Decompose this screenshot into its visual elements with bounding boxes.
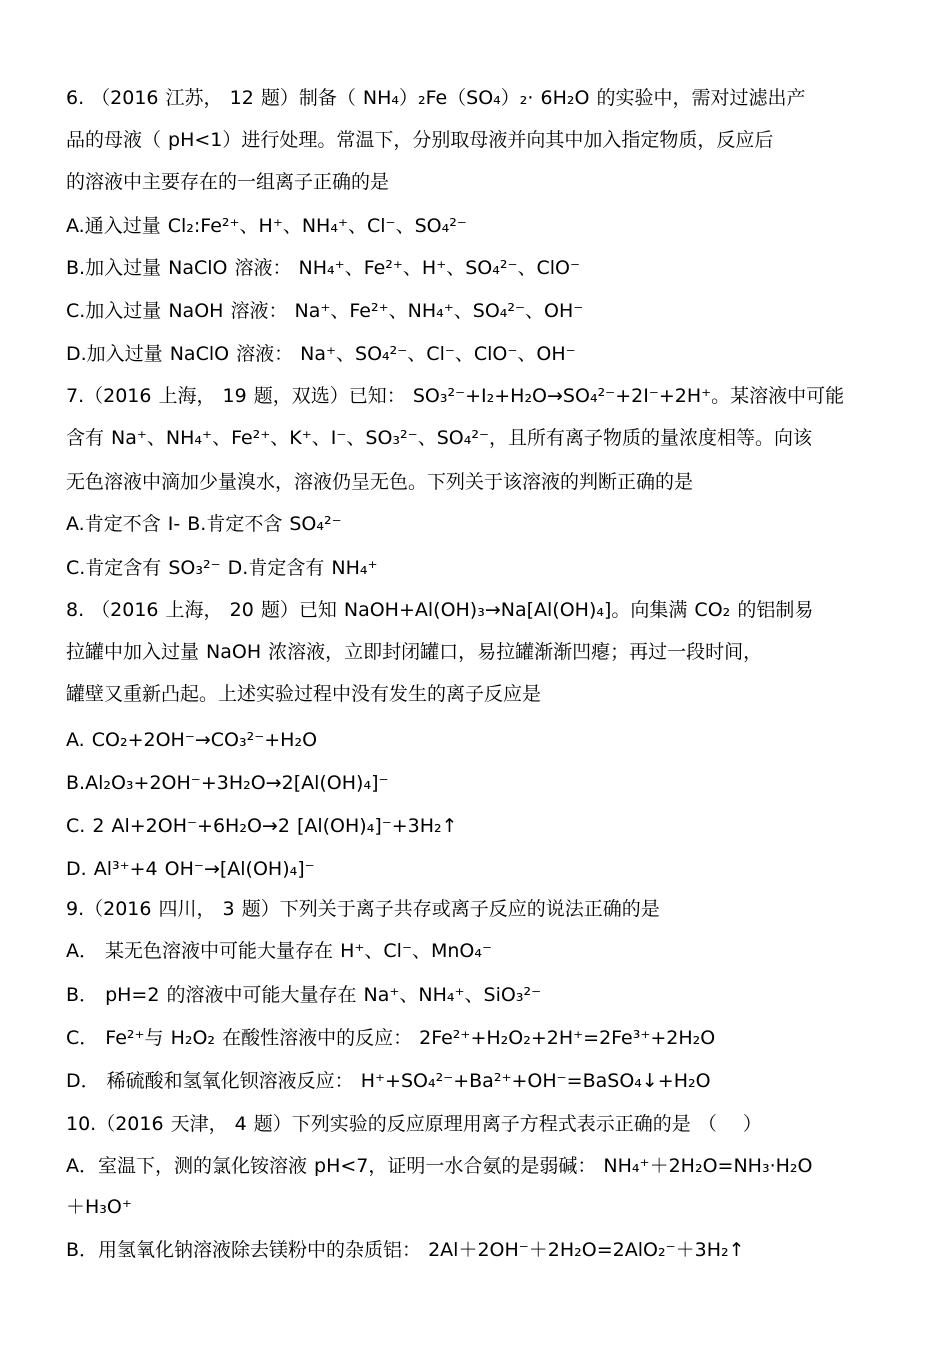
q9-line-1: 9.（2016 四川， 3 题）下列关于离子共存或离子反应的说法正确的是 xyxy=(66,898,660,920)
q7-line-2: 含有 Na⁺、NH₄⁺、Fe²⁺、K⁺、I⁻、SO₃²⁻、SO₄²⁻，且所有离子物质的量浓度相等。向该 xyxy=(66,427,812,449)
q7-options-cd: C.肯定含有 SO₃²⁻ D.肯定含有 NH₄⁺ xyxy=(66,557,378,579)
q6-line-3: 的溶液中主要存在的一组离子正确的是 xyxy=(66,171,390,193)
q6-option-c: C.加入过量 NaOH 溶液： Na⁺、Fe²⁺、NH₄⁺、SO₄²⁻、OH⁻ xyxy=(66,300,584,322)
q6-option-b: B.加入过量 NaClO 溶液： NH₄⁺、Fe²⁺、H⁺、SO₄²⁻、ClO⁻ xyxy=(66,257,581,279)
q6-option-d: D.加入过量 NaClO 溶液： Na⁺、SO₄²⁻、Cl⁻、ClO⁻、OH⁻ xyxy=(66,343,576,365)
q8-line-3: 罐壁又重新凸起。上述实验过程中没有发生的离子反应是 xyxy=(66,683,542,705)
q9-option-c: C． Fe²⁺与 H₂O₂ 在酸性溶液中的反应： 2Fe²⁺+H₂O₂+2H⁺=2Fe³⁺+2H₂O xyxy=(66,1027,716,1049)
q9-option-d: D． 稀硫酸和氢氧化钡溶液反应： H⁺+SO₄²⁻+Ba²⁺+OH⁻=BaSO₄↓+H₂O xyxy=(66,1070,711,1092)
q6-line-2: 品的母液（ pH<1）进行处理。常温下，分别取母液并向其中加入指定物质，反应后 xyxy=(66,129,774,151)
q10-line-1: 10.（2016 天津， 4 题）下列实验的反应原理用离子方程式表示正确的是 （ ） xyxy=(66,1113,762,1135)
q6-line-1: 6. （2016 江苏， 12 题）制备（ NH₄）₂Fe（SO₄）₂· 6H₂O 的实验中，需对过滤出产 xyxy=(66,87,806,109)
q7-line-1: 7.（2016 上海， 19 题，双选）已知： SO₃²⁻+I₂+H₂O→SO₄²⁻+2I⁻+2H⁺。某溶液中可能 xyxy=(66,385,845,407)
q10-option-a: A．室温下，测的氯化铵溶液 pH<7，证明一水合氨的是弱碱： NH₄⁺＋2H₂O=NH₃·H₂O xyxy=(66,1155,813,1177)
q8-option-b: B.Al₂O₃+2OH⁻+3H₂O→2[Al(OH)₄]⁻ xyxy=(66,772,389,794)
q9-option-b: B． pH=2 的溶液中可能大量存在 Na⁺、NH₄⁺、SiO₃²⁻ xyxy=(66,984,542,1006)
q8-option-c: C. 2 Al+2OH⁻+6H₂O→2 [Al(OH)₄]⁻+3H₂↑ xyxy=(66,815,458,837)
q8-line-2: 拉罐中加入过量 NaOH 浓溶液，立即封闭罐口，易拉罐渐渐凹瘪；再过一段时间， xyxy=(66,641,763,663)
q9-option-a: A． 某无色溶液中可能大量存在 H⁺、Cl⁻、MnO₄⁻ xyxy=(66,940,493,962)
q10-option-b: B．用氢氧化钠溶液除去镁粉中的杂质铝： 2Al＋2OH⁻＋2H₂O=2AlO₂⁻＋3H₂↑ xyxy=(66,1239,745,1261)
q8-option-d: D. Al³⁺+4 OH⁻→[Al(OH)₄]⁻ xyxy=(66,858,315,880)
q10-option-a-cont: ＋H₃O⁺ xyxy=(66,1196,132,1218)
q6-option-a: A.通入过量 Cl₂:Fe²⁺、H⁺、NH₄⁺、Cl⁻、SO₄²⁻ xyxy=(66,215,467,237)
q7-options-ab: A.肯定不含 I- B.肯定不含 SO₄²⁻ xyxy=(66,513,342,535)
q8-option-a: A. CO₂+2OH⁻→CO₃²⁻+H₂O xyxy=(66,729,318,751)
q7-line-3: 无色溶液中滴加少量溴水，溶液仍呈无色。下列关于该溶液的判断正确的是 xyxy=(66,471,694,493)
q8-line-1: 8. （2016 上海， 20 题）已知 NaOH+Al(OH)₃→Na[Al(OH)₄]。向集满 CO₂ 的铝制易 xyxy=(66,599,814,621)
